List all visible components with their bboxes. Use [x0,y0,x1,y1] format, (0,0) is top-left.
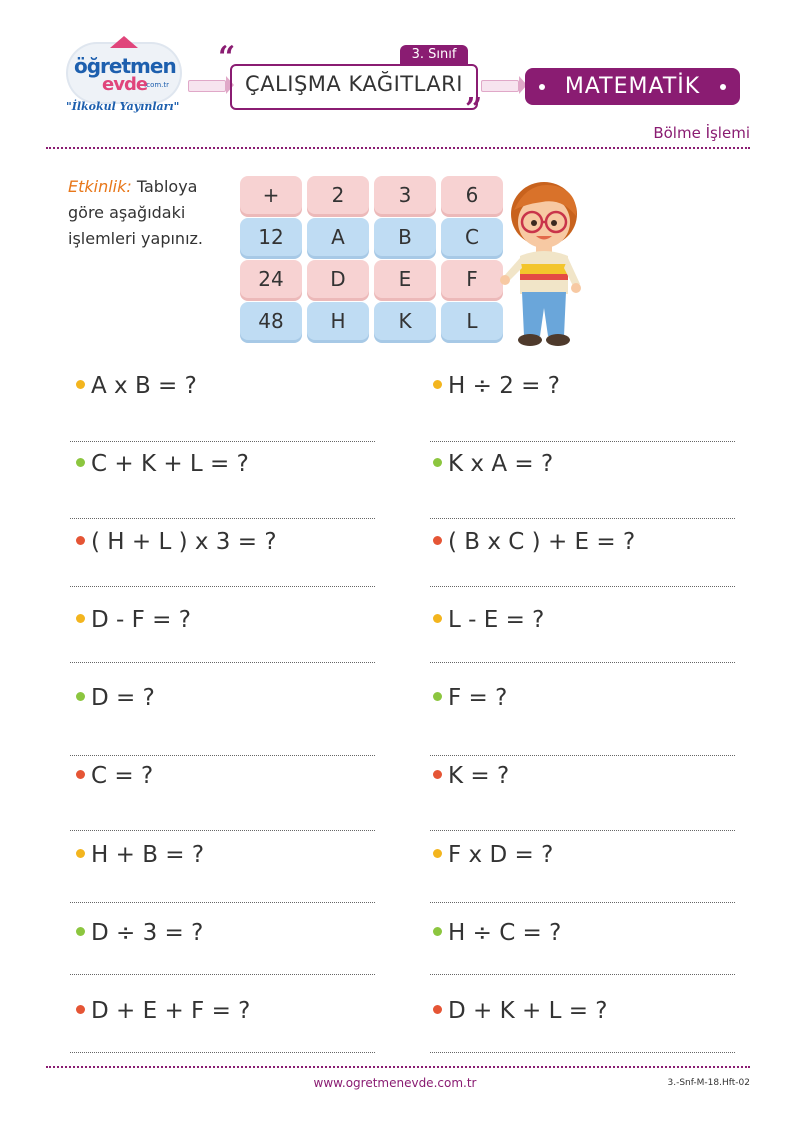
question-text: H ÷ 2 = ? [448,373,560,399]
table-cell: B [374,218,436,256]
title-box [230,64,478,110]
question-item [76,373,197,403]
table-cell: H [307,302,369,340]
activity-instructions [68,174,238,252]
question-text: H ÷ C = ? [448,920,562,946]
bullet-icon [76,380,85,389]
bullet-icon [720,84,726,90]
value-table [238,174,510,346]
answer-line[interactable] [430,755,735,756]
close-quote-icon: ” [465,92,483,127]
bullet-icon [76,458,85,467]
question-item [433,685,507,715]
activity-text: Tabloya göre aşağıdaki işlemleri yapınız. [68,177,203,248]
question-item [433,373,560,403]
bullet-icon [433,614,442,623]
grade-tab: 3. Sınıf [400,45,468,65]
bullet-icon [76,1005,85,1014]
bullet-icon [433,1005,442,1014]
question-text: D + K + L = ? [448,998,608,1024]
table-cell: 48 [240,302,302,340]
question-text: K = ? [448,763,510,789]
question-item [433,998,608,1028]
house-icon [110,36,138,48]
bullet-icon [76,927,85,936]
question-text: K x A = ? [448,451,554,477]
answer-line[interactable] [70,902,375,903]
table-cell: 6 [441,176,503,214]
activity-label: Etkinlik: [68,177,132,196]
question-text: D ÷ 3 = ? [91,920,204,946]
table-cell: 3 [374,176,436,214]
logo-domain: .com.tr [144,81,170,89]
page-title: ÇALIŞMA KAĞITLARI [245,72,463,96]
question-item [76,607,191,637]
table-cell: 24 [240,260,302,298]
arrow-icon [481,80,519,92]
answer-line[interactable] [430,1052,735,1053]
bullet-icon [76,692,85,701]
footer-url[interactable]: www.ogretmenevde.com.tr [313,1076,477,1090]
answer-line[interactable] [430,518,735,519]
bullet-icon [76,770,85,779]
bullet-icon [539,84,545,90]
question-item [76,763,153,793]
question-text: ( B x C ) + E = ? [448,529,636,555]
question-item [433,529,635,559]
question-text: C + K + L = ? [91,451,249,477]
bullet-icon [433,458,442,467]
answer-line[interactable] [70,974,375,975]
table-cell: L [441,302,503,340]
question-text: H + B = ? [91,842,205,868]
bullet-icon [433,927,442,936]
logo-text-top: öğretmen [74,54,176,78]
table-cell: F [441,260,503,298]
question-item [433,920,561,950]
question-item [433,763,509,793]
bullet-icon [433,692,442,701]
table-cell: E [374,260,436,298]
answer-line[interactable] [430,830,735,831]
question-text: L - E = ? [448,607,545,633]
answer-line[interactable] [430,441,735,442]
bullet-icon [433,770,442,779]
question-text: D = ? [91,685,155,711]
answer-line[interactable] [70,441,375,442]
question-item [433,451,553,481]
answer-line[interactable] [70,586,375,587]
answer-line[interactable] [70,518,375,519]
question-item [76,529,277,559]
boy-illustration [498,176,590,352]
table-cell: C [441,218,503,256]
topic-label: Bölme İşlemi [653,124,750,142]
answer-line[interactable] [430,902,735,903]
question-item [76,998,250,1028]
divider [46,1066,750,1068]
footer-code: 3.-Snf-M-18.Hft-02 [667,1078,750,1088]
table-cell: 2 [307,176,369,214]
bullet-icon [433,536,442,545]
open-quote-icon: “ [218,40,236,75]
question-item [76,842,204,872]
publisher-logo [62,38,192,122]
question-text: F = ? [448,685,508,711]
table-cell: D [307,260,369,298]
table-cell: + [240,176,302,214]
subject-label: MATEMATİK [564,74,701,99]
bullet-icon [433,849,442,858]
bullet-icon [76,614,85,623]
divider [46,147,750,149]
answer-line[interactable] [70,830,375,831]
question-text: D + E + F = ? [91,998,251,1024]
question-text: A x B = ? [91,373,197,399]
answer-line[interactable] [430,586,735,587]
answer-line[interactable] [70,755,375,756]
bullet-icon [76,536,85,545]
answer-line[interactable] [430,662,735,663]
question-item [76,920,203,950]
subject-badge [525,68,740,105]
answer-line[interactable] [70,1052,375,1053]
answer-line[interactable] [430,974,735,975]
question-text: C = ? [91,763,154,789]
question-item [76,685,155,715]
question-text: ( H + L ) x 3 = ? [91,529,277,555]
question-item [76,451,249,481]
question-item [433,607,544,637]
bullet-icon [76,849,85,858]
table-cell: A [307,218,369,256]
table-cell: 12 [240,218,302,256]
bullet-icon [433,380,442,389]
arrow-icon [188,80,226,92]
table-cell: K [374,302,436,340]
question-item [433,842,553,872]
question-text: D - F = ? [91,607,191,633]
question-text: F x D = ? [448,842,554,868]
logo-text-bottom: evde [102,74,148,95]
answer-line[interactable] [70,662,375,663]
logo-subtitle: "İlkokul Yayınları" [66,100,180,113]
